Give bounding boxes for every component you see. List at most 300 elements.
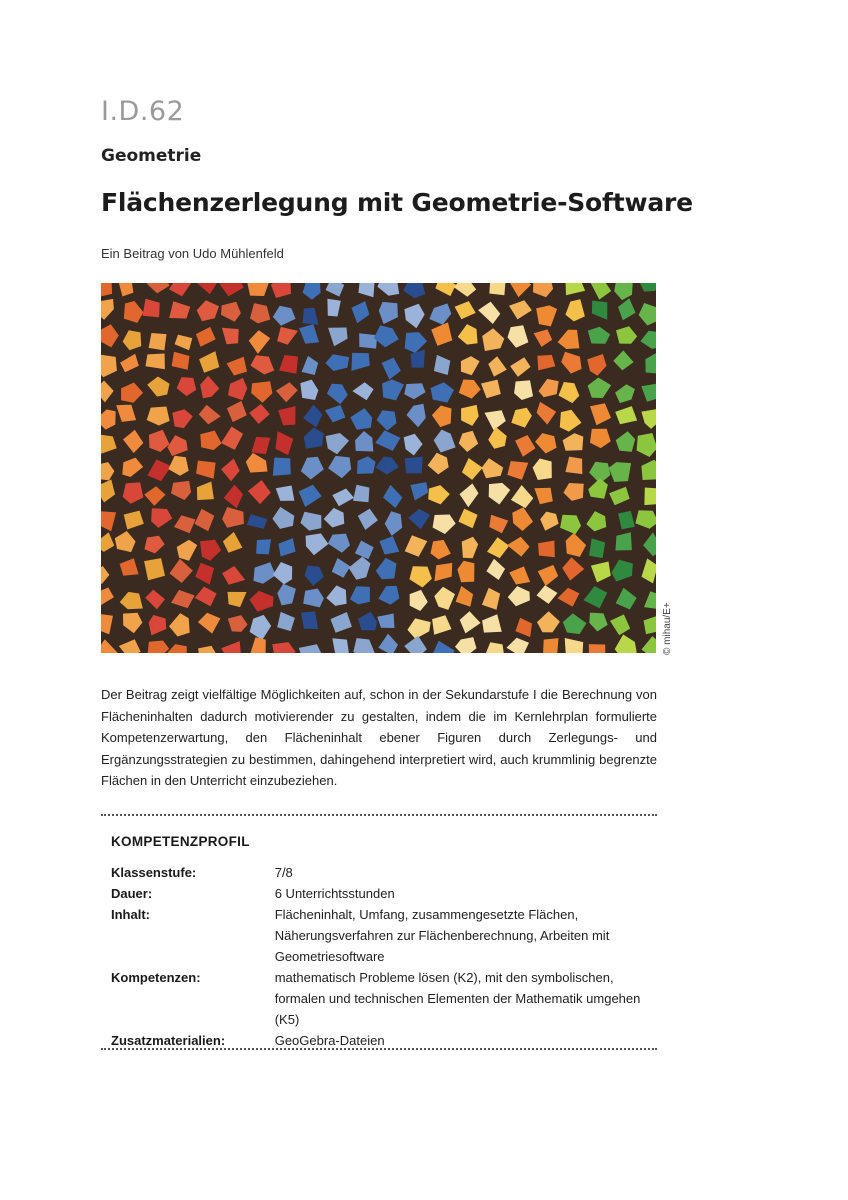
- mosaic-tile: [246, 453, 268, 473]
- mosaic-tile: [116, 405, 136, 422]
- mosaic-tile: [559, 382, 580, 403]
- mosaic-tile: [560, 515, 581, 534]
- mosaic-tile: [377, 614, 394, 629]
- mosaic-tile: [588, 378, 612, 399]
- mosaic-tile: [637, 433, 656, 457]
- mosaic-tile: [349, 557, 371, 580]
- mosaic-tile: [404, 636, 427, 653]
- author-line: Ein Beitrag von Udo Mühlenfeld: [101, 246, 284, 261]
- mosaic-tile: [305, 566, 324, 586]
- mosaic-tile: [540, 512, 558, 531]
- mosaic-tile: [405, 535, 428, 556]
- profile-value: mathematisch Probleme lösen (K2), mit den symbolischen, formalen und technischen Elementen der Mathematik umgehen (K5): [274, 970, 641, 1027]
- mosaic-tile: [488, 356, 507, 376]
- mosaic-tile: [221, 427, 243, 450]
- profile-row: [111, 967, 651, 1030]
- mosaic-tile: [460, 483, 479, 507]
- mosaic-tile: [123, 482, 144, 504]
- mosaic-tile: [249, 404, 270, 424]
- mosaic-tile: [299, 324, 319, 344]
- mosaic-tile: [101, 355, 117, 378]
- mosaic-tile: [485, 410, 506, 430]
- mosaic-tile: [482, 588, 500, 610]
- mosaic-tile: [610, 614, 630, 635]
- mosaic-tile: [115, 531, 136, 552]
- mosaic-tile: [432, 406, 452, 428]
- mosaic-tile: [147, 459, 171, 481]
- mosaic-tile: [510, 283, 531, 297]
- mosaic-tile: [431, 382, 454, 402]
- profile-row: [111, 862, 651, 883]
- mosaic-tile: [428, 485, 450, 504]
- mosaic-tile: [434, 355, 450, 375]
- mosaic-tile: [507, 638, 530, 653]
- mosaic-tile: [170, 559, 193, 583]
- mosaic-tile: [641, 383, 656, 401]
- mosaic-tile: [251, 437, 270, 454]
- mosaic-tile: [459, 380, 481, 399]
- mosaic-tile: [168, 456, 188, 476]
- mosaic-tile: [609, 462, 631, 482]
- mosaic-tile: [616, 588, 637, 610]
- mosaic-tile: [487, 537, 509, 558]
- mosaic-tile: [615, 406, 637, 424]
- mosaic-tile: [611, 560, 633, 582]
- mosaic-tile: [537, 585, 558, 604]
- mosaic-tile: [101, 324, 119, 347]
- mosaic-tile: [326, 433, 349, 454]
- mosaic-tile: [301, 457, 324, 480]
- profile-row: [111, 904, 651, 967]
- mosaic-tile: [303, 308, 319, 325]
- mosaic-tile: [429, 303, 451, 324]
- mosaic-tile: [641, 460, 656, 480]
- mosaic-tile: [197, 300, 219, 321]
- mosaic-tile: [149, 615, 167, 635]
- mosaic-tile: [431, 540, 451, 560]
- mosaic-tile: [359, 333, 377, 348]
- subject-label: Geometrie: [101, 146, 202, 166]
- mosaic-tile: [511, 485, 533, 508]
- mosaic-tile: [101, 639, 119, 653]
- mosaic-tile: [327, 384, 348, 405]
- mosaic-tile: [539, 379, 559, 397]
- mosaic-tile: [615, 532, 632, 550]
- profile-label: Zusatzmaterialien:: [111, 1033, 226, 1048]
- mosaic-tile: [509, 300, 532, 319]
- mosaic-tile: [374, 325, 399, 347]
- mosaic-tile: [641, 409, 656, 429]
- mosaic-tile: [147, 377, 169, 397]
- mosaic-tile: [376, 558, 397, 579]
- mosaic-tile: [616, 431, 636, 452]
- mosaic-tile: [227, 401, 247, 422]
- mosaic-tile: [510, 357, 530, 377]
- mosaic-tile: [588, 327, 610, 344]
- mosaic-tile: [124, 511, 144, 530]
- mosaic-tile: [461, 356, 480, 375]
- mosaic-tile: [300, 512, 321, 531]
- mosaic-tile: [272, 642, 295, 653]
- mosaic-tile: [407, 618, 430, 639]
- mosaic-tile: [560, 410, 582, 432]
- mosaic-tile: [177, 540, 198, 561]
- mosaic-tile: [123, 430, 143, 453]
- mosaic-tile: [101, 480, 115, 503]
- mosaic-tile: [482, 614, 502, 632]
- mosaic-tile: [118, 283, 133, 297]
- mosaic-tile: [248, 480, 271, 504]
- mosaic-tile: [144, 558, 165, 580]
- mosaic-tile: [588, 478, 608, 498]
- mosaic-tile: [433, 515, 456, 535]
- mosaic-tile: [120, 558, 139, 576]
- divider-bottom: [101, 1048, 657, 1050]
- mosaic-tile: [174, 515, 196, 533]
- mosaic-tile: [537, 611, 560, 632]
- mosaic-tile: [124, 301, 144, 323]
- mosaic-tile: [375, 430, 400, 451]
- mosaic-tile: [172, 409, 193, 428]
- mosaic-tile: [543, 638, 558, 653]
- mosaic-tile: [221, 641, 241, 653]
- mosaic-tile: [428, 453, 449, 475]
- mosaic-tiles: [101, 283, 656, 653]
- mosaic-tile: [200, 431, 221, 451]
- mosaic-tile: [331, 612, 352, 633]
- mosaic-tile: [123, 330, 142, 350]
- mosaic-tile: [200, 540, 221, 561]
- mosaic-tile: [565, 299, 585, 321]
- profile-value: GeoGebra-Dateien: [274, 1033, 385, 1048]
- mosaic-tile: [223, 532, 243, 553]
- mosaic-tile: [455, 301, 476, 319]
- mosaic-tile: [324, 508, 345, 528]
- mosaic-tile: [408, 509, 430, 529]
- mosaic-tile: [645, 353, 656, 374]
- mosaic-tile: [279, 355, 298, 374]
- mosaic-tile: [410, 482, 428, 500]
- mosaic-tile: [404, 383, 425, 399]
- mosaic-tile: [169, 283, 191, 296]
- mosaic-tile: [151, 508, 172, 528]
- mosaic-tile: [101, 511, 116, 531]
- profile-table: [111, 862, 651, 1051]
- profile-label: Dauer:: [111, 886, 153, 901]
- mosaic-tile: [587, 354, 606, 376]
- mosaic-tile: [586, 511, 606, 531]
- mosaic-tile: [350, 408, 372, 430]
- mosaic-tile: [456, 586, 474, 607]
- mosaic-tile: [482, 458, 504, 478]
- mosaic-tile: [609, 487, 630, 506]
- mosaic-tile: [250, 355, 274, 374]
- mosaic-tile: [385, 511, 403, 536]
- mosaic-image: [101, 283, 656, 653]
- mosaic-tile: [224, 485, 243, 509]
- mosaic-tile: [379, 302, 398, 324]
- mosaic-tile: [303, 283, 321, 300]
- mosaic-tile: [616, 326, 637, 344]
- mosaic-tile: [251, 381, 272, 402]
- mosaic-tile: [278, 406, 295, 425]
- mosaic-tile: [563, 613, 587, 634]
- mosaic-tile: [644, 616, 657, 635]
- mosaic-tile: [538, 565, 559, 586]
- mosaic-tile: [149, 430, 169, 452]
- mosaic-tile: [460, 611, 481, 633]
- mosaic-tile: [375, 457, 398, 475]
- mosaic-tile: [143, 299, 160, 317]
- mosaic-tile: [642, 636, 657, 653]
- mosaic-tile: [146, 354, 165, 370]
- mosaic-tile: [640, 331, 656, 349]
- mosaic-tile: [123, 613, 142, 634]
- mosaic-tile: [561, 352, 581, 374]
- mosaic-tile: [589, 644, 606, 653]
- mosaic-tile: [222, 566, 245, 585]
- mosaic-tile: [590, 429, 611, 448]
- mosaic-tile: [275, 431, 293, 455]
- mosaic-tile: [509, 566, 530, 584]
- mosaic-tile: [455, 637, 477, 653]
- mosaic-tile: [358, 612, 377, 631]
- mosaic-tile: [276, 382, 298, 402]
- mosaic-tile: [507, 461, 528, 480]
- mosaic-tile: [101, 434, 117, 454]
- mosaic-tile: [121, 383, 143, 403]
- mosaic-tile: [147, 283, 170, 293]
- mosaic-tile: [639, 303, 656, 326]
- mosaic-tile: [481, 380, 501, 399]
- mosaic-tile: [172, 352, 190, 370]
- mosaic-tile: [222, 507, 244, 528]
- mosaic-tile: [461, 405, 479, 426]
- mosaic-tile: [485, 642, 504, 653]
- mosaic-tile: [482, 328, 504, 351]
- mosaic-tile: [534, 488, 552, 505]
- mosaic-tile: [533, 459, 552, 481]
- mosaic-tile: [618, 511, 635, 529]
- mosaic-tile: [383, 485, 402, 508]
- mosaic-tile: [535, 433, 557, 453]
- mosaic-tile: [459, 431, 479, 452]
- mosaic-tile: [175, 335, 193, 351]
- mosaic-tile: [590, 283, 611, 300]
- mosaic-tile: [489, 483, 511, 505]
- mosaic-tile: [563, 483, 583, 501]
- mosaic-tile: [584, 586, 608, 608]
- mosaic-tile: [247, 514, 267, 529]
- profile-heading: KOMPETENZPROFIL: [111, 834, 250, 849]
- image-credit: © mihau/E+: [662, 602, 673, 655]
- mosaic-tile: [302, 356, 319, 375]
- mosaic-tile: [196, 461, 216, 479]
- mosaic-tile: [250, 637, 265, 653]
- mosaic-tile: [432, 615, 451, 635]
- mosaic-tile: [101, 409, 116, 429]
- mosaic-tile: [590, 403, 611, 425]
- mosaic-tile: [221, 459, 240, 482]
- mosaic-tile: [227, 357, 247, 376]
- mosaic-tile: [458, 324, 478, 345]
- mosaic-tile: [122, 458, 143, 477]
- mosaic-tile: [277, 612, 295, 631]
- mosaic-tile: [299, 485, 322, 507]
- mosaic-tile: [382, 358, 401, 380]
- mosaic-tile: [615, 635, 637, 654]
- mosaic-tile: [119, 639, 141, 653]
- mosaic-tile: [355, 431, 373, 452]
- mosaic-tile: [534, 329, 553, 347]
- mosaic-tile: [515, 435, 535, 457]
- mosaic-tile: [533, 283, 553, 297]
- mosaic-tile: [562, 557, 584, 580]
- intro-paragraph: Der Beitrag zeigt vielfältige Möglichkeiten auf, schon in der Sekundarstufe I die Berechnung von Flächeninhalten dadurch motivierender zu gestalten, indem die im Kernlehrplan formulierte Kompetenzerwartung, den Flächeninhalt ebener Figuren durch Zerlegungs- und Ergänzungsstrategien zu bestimmen, dahingehend interpretiert wird, auch krummlinig begrenzte Flächen in den Unterricht einzubeziehen.: [101, 687, 657, 788]
- mosaic-tile: [220, 283, 244, 296]
- mosaic-tile: [228, 378, 247, 400]
- mosaic-tile: [613, 350, 633, 370]
- mosaic-tile: [431, 322, 452, 346]
- mosaic-tile: [377, 410, 397, 431]
- mosaic-tile: [228, 615, 248, 632]
- mosaic-tile: [591, 562, 611, 583]
- profile-row: [111, 883, 651, 904]
- mosaic-tile: [537, 355, 555, 371]
- mosaic-tile: [403, 283, 425, 298]
- profile-label: Klassenstufe:: [111, 865, 197, 880]
- profile-value: 7/8: [274, 865, 293, 880]
- mosaic-tile: [144, 536, 164, 554]
- mosaic-tile: [615, 384, 635, 403]
- mosaic-tile: [353, 638, 375, 653]
- mosaic-tile: [101, 614, 113, 635]
- mosaic-tile: [200, 376, 219, 399]
- mosaic-tile: [404, 434, 423, 456]
- mosaic-tile: [249, 591, 273, 612]
- mosaic-tile: [514, 380, 533, 400]
- mosaic-tile: [488, 427, 507, 449]
- mosaic-tile: [434, 430, 456, 453]
- mosaic-tile: [566, 283, 586, 295]
- mosaic-tile: [457, 561, 474, 582]
- mosaic-tile: [558, 330, 580, 349]
- mosaic-tile: [254, 562, 276, 584]
- mosaic-tile: [171, 481, 191, 500]
- mosaic-tile: [249, 330, 270, 354]
- mosaic-tile: [169, 613, 190, 636]
- mosaic-tile: [300, 380, 318, 400]
- mosaic-tile: [557, 588, 579, 607]
- mosaic-tile: [147, 641, 169, 654]
- mosaic-tile: [508, 325, 529, 348]
- mosaic-tile: [277, 327, 298, 345]
- mosaic-tile: [454, 283, 476, 297]
- mosaic-tile: [228, 592, 247, 607]
- mosaic-tile: [169, 301, 190, 318]
- mosaic-tile: [167, 435, 187, 456]
- mosaic-tile: [462, 458, 483, 480]
- mosaic-tile: [196, 327, 216, 347]
- mosaic-tile: [592, 301, 607, 320]
- mosaic-tile: [273, 562, 292, 584]
- profile-label: Inhalt:: [111, 907, 150, 922]
- mosaic-tile: [328, 534, 350, 553]
- profile-value: Flächeninhalt, Umfang, zusammengesetzte Flächen, Näherungsverfahren zur Flächenberechnung, Arbeiten mit Geometriesoftware: [274, 907, 610, 964]
- mosaic-tile: [637, 283, 656, 292]
- mosaic-tile: [304, 428, 324, 449]
- mosaic-tile: [489, 283, 505, 295]
- mosaic-tile: [432, 641, 454, 653]
- mosaic-tile: [101, 532, 114, 552]
- mosaic-tile: [642, 558, 657, 583]
- mosaic-tile: [328, 456, 351, 478]
- mosaic-tile: [120, 592, 143, 609]
- mosaic-tile: [332, 489, 354, 507]
- mosaic-tile: [404, 304, 424, 329]
- mosaic-tile: [199, 405, 221, 425]
- mosaic-tile: [177, 377, 197, 396]
- mosaic-tile: [101, 566, 109, 584]
- mosaic-tile: [326, 283, 345, 297]
- mosaic-tile: [195, 509, 215, 532]
- mosaic-tile: [378, 586, 399, 605]
- mosaic-tile: [407, 404, 426, 428]
- page-title: Flächenzerlegung mit Geometrie-Software: [101, 188, 693, 217]
- mosaic-tile: [378, 634, 398, 653]
- mosaic-tile: [382, 379, 404, 400]
- mosaic-tile: [279, 538, 296, 556]
- mosaic-tile: [197, 283, 219, 294]
- mosaic-tile: [644, 488, 656, 506]
- mosaic-tile: [332, 558, 351, 578]
- mosaic-tile: [195, 563, 214, 585]
- mosaic-tile: [565, 457, 582, 475]
- mosaic-tile: [511, 408, 532, 428]
- mosaic-tile: [512, 507, 533, 531]
- mosaic-tile: [358, 283, 374, 297]
- mosaic-tile: [536, 305, 557, 326]
- mosaic-tile: [353, 485, 369, 502]
- mosaic-tile: [351, 301, 369, 323]
- profile-label: Kompetenzen:: [111, 970, 201, 985]
- mosaic-tile: [411, 350, 425, 368]
- mosaic-tile: [508, 586, 530, 606]
- mosaic-tile: [120, 354, 139, 373]
- mosaic-tile: [563, 433, 584, 451]
- mosaic-tile: [355, 541, 374, 560]
- mosaic-tile: [325, 405, 346, 422]
- mosaic-tile: [614, 283, 633, 300]
- mosaic-tile: [272, 507, 294, 529]
- mosaic-tile: [377, 283, 399, 296]
- mosaic-tile: [643, 532, 656, 556]
- mosaic-tile: [489, 515, 508, 533]
- mosaic-tile: [306, 533, 329, 555]
- mosaic-tile: [250, 615, 272, 640]
- mosaic-tile: [478, 302, 500, 324]
- mosaic-tile: [515, 618, 532, 637]
- mosaic-tile: [301, 612, 318, 630]
- mosaic-tile: [352, 382, 373, 400]
- mosaic-tile: [434, 563, 452, 581]
- mosaic-tile: [299, 644, 323, 653]
- mosaic-tile: [434, 587, 455, 610]
- mosaic-tile: [221, 302, 241, 322]
- page-id: I.D.62: [101, 96, 185, 127]
- profile-value: 6 Unterrichtsstunden: [274, 886, 395, 901]
- mosaic-tile: [303, 405, 322, 428]
